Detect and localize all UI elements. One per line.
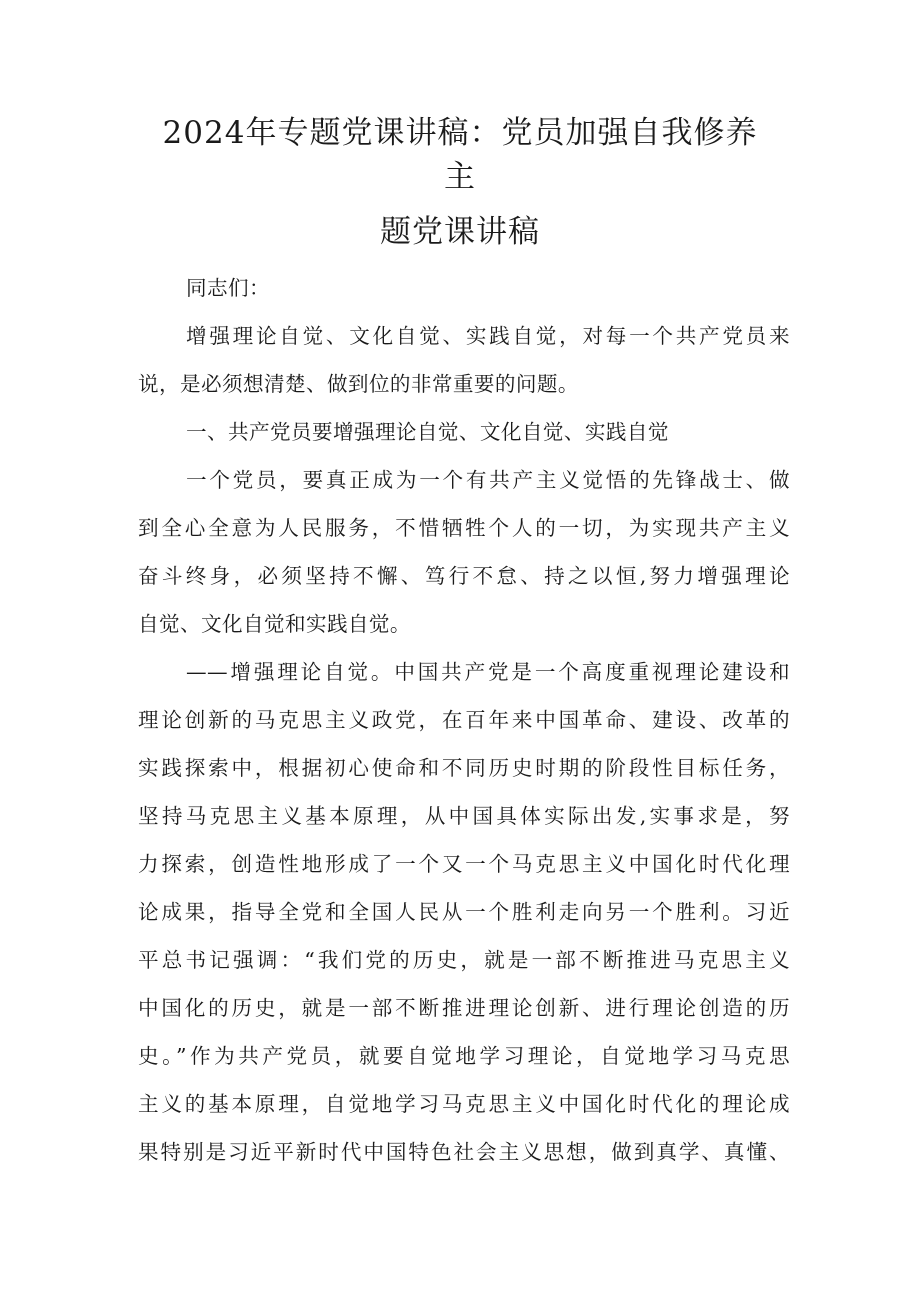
paragraph-line: 中国化的历史，就是一部不断推进理论创新、进行理论创造的历 xyxy=(138,996,790,1020)
document-body xyxy=(138,264,790,1176)
paragraph-line: 平总书记强调：“我们党的历史，就是一部不断推进马克思主义 xyxy=(138,948,790,972)
paragraph-line: 论成果，指导全党和全国人民从一个胜利走向另一个胜利。习近 xyxy=(138,900,790,924)
paragraph-line: 主义的基本原理，自觉地学习马克思主义中国化时代化的理论成 xyxy=(138,1092,790,1116)
paragraph-line: 果特别是习近平新时代中国特色社会主义思想，做到真学、真懂、 xyxy=(138,1140,790,1164)
document-title-line-3: 题党课讲稿 xyxy=(380,214,540,250)
paragraph-line: 到全心全意为人民服务，不惜牺牲个人的一切，为实现共产主义 xyxy=(138,516,790,540)
document-title-line-1: 2024年专题党课讲稿：党员加强自我修养 xyxy=(162,115,758,151)
paragraph-line: 理论创新的马克思主义政党，在百年来中国革命、建设、改革的 xyxy=(138,708,790,732)
paragraph-line: 史。”作为共产党员，就要自觉地学习理论，自觉地学习马克思 xyxy=(138,1044,790,1068)
paragraph-line: 坚持马克思主义基本原理，从中国具体实际出发,实事求是，努 xyxy=(138,804,790,828)
paragraph-line: 力探索，创造性地形成了一个又一个马克思主义中国化时代化理 xyxy=(138,852,790,876)
paragraph-line: 自觉、文化自觉和实践自觉。 xyxy=(138,612,411,636)
section-heading: 一、共产党员要增强理论自觉、文化自觉、实践自觉 xyxy=(186,420,669,444)
paragraph-line: 一个党员，要真正成为一个有共产主义觉悟的先锋战士、做 xyxy=(186,468,790,492)
salutation: 同志们： xyxy=(186,276,270,300)
paragraph-line: 奋斗终身，必须坚持不懈、笃行不怠、持之以恒,努力增强理论 xyxy=(138,564,790,588)
paragraph-line: 实践探索中，根据初心使命和不同历史时期的阶段性目标任务， xyxy=(138,756,790,780)
paragraph-line: 增强理论自觉、文化自觉、实践自觉，对每一个共产党员来 xyxy=(186,324,790,348)
paragraph-line: 说，是必须想清楚、做到位的非常重要的问题。 xyxy=(138,372,579,396)
paragraph-line: ——增强理论自觉。中国共产党是一个高度重视理论建设和 xyxy=(186,660,790,684)
document-title-line-2: 主 xyxy=(444,159,476,195)
